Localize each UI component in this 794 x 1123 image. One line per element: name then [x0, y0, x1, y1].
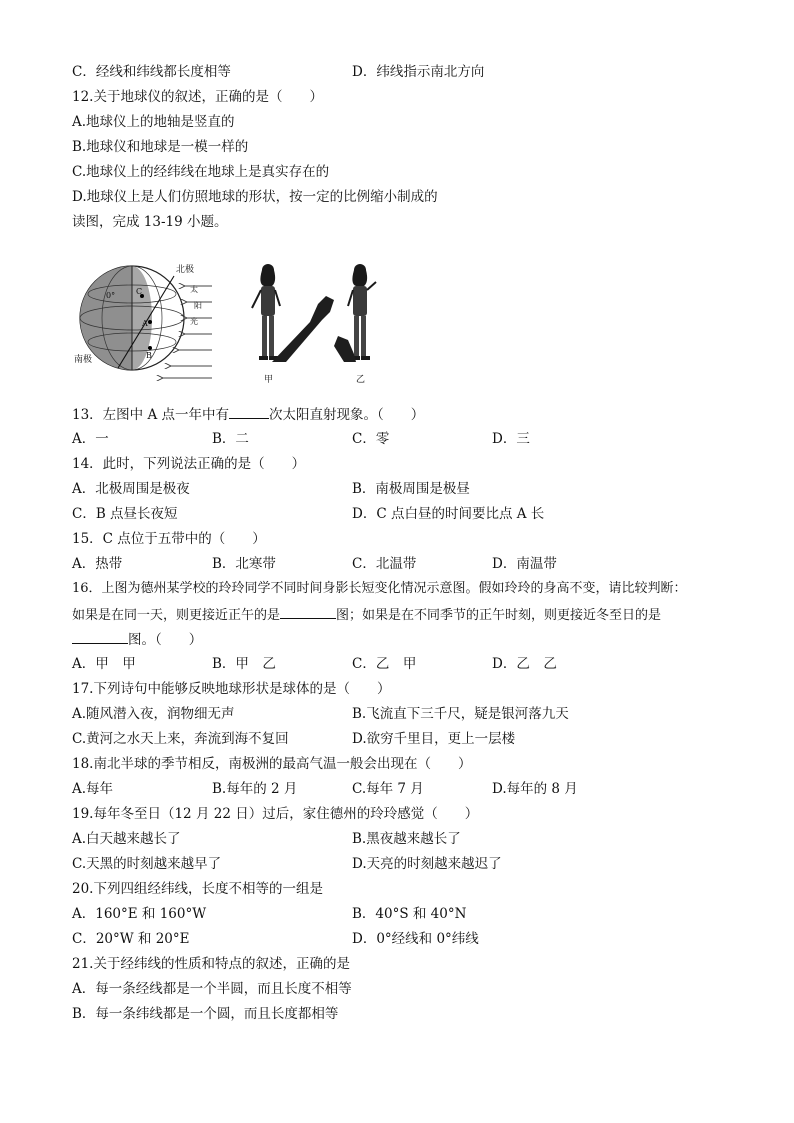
q19-option-d: D.天亮的时刻越来越迟了 [352, 856, 502, 872]
q13-stem [72, 404, 424, 425]
q12-option-d: D.地球仪上是人们仿照地球的形状，按一定的比例缩小制成的 [72, 189, 438, 205]
q18-option-c: C.每年 7 月 [352, 781, 424, 797]
q15-option-c: C．北温带 [352, 556, 417, 572]
q21-option-b: B．每一条纬线都是一个圆，而且长度都相等 [72, 1006, 339, 1022]
q16-option-b: B．甲 乙 [212, 656, 276, 672]
q16-option-d: D．乙 乙 [492, 656, 557, 672]
q16-line-2-pre: 如果是在同一天，则更接近正午的是 [72, 608, 281, 623]
q16-blank-1 [280, 604, 336, 619]
q14-option-b: B．南极周围是极昼 [352, 481, 470, 497]
q14-option-c: C．B 点昼长夜短 [72, 506, 178, 522]
q16-line-2 [72, 604, 661, 626]
reading-intro: 读图，完成 13-19 小题。 [72, 214, 228, 230]
label-yi: 乙 [356, 375, 366, 385]
q20-stem: 20.下列四组经纬线，长度不相等的一组是 [72, 881, 323, 897]
label-point-c: C [136, 287, 143, 296]
q12-option-c: C.地球仪上的经纬线在地球上是真实存在的 [72, 164, 330, 180]
q14-option-a: A．北极周围是极夜 [72, 481, 190, 497]
q16-option-c: C．乙 甲 [352, 656, 417, 672]
q20-option-a: A．160°E 和 160°W [72, 906, 207, 922]
q16-blank-2 [72, 629, 128, 644]
q20-option-d: D．0°经线和 0°纬线 [352, 931, 479, 947]
q14-option-d: D．C 点白昼的时间要比点 A 长 [352, 506, 545, 522]
q21-option-a: A．每一条经线都是一个半圆，而且长度不相等 [72, 981, 352, 997]
person-yi [348, 264, 376, 360]
q13-option-b: B．二 [212, 431, 249, 447]
q16-line-3 [72, 629, 202, 650]
point-a-dot [148, 320, 152, 324]
shadow-jia [272, 296, 334, 362]
q12-option-b: B.地球仪和地球是一模一样的 [72, 139, 249, 155]
globe-diagram [80, 266, 184, 370]
q12-stem: 12.关于地球仪的叙述，正确的是（ ） [72, 89, 323, 105]
q11-option-c: C．经线和纬线都长度相等 [72, 64, 231, 80]
q17-option-b: B.飞流直下三千尺，疑是银河落九天 [352, 706, 569, 722]
globe-and-shadow-figure [72, 258, 402, 390]
q16-line-1: 16．上图为德州某学校的玲玲同学不同时间身影长短变化情况示意图。假如玲玲的身高不变，请比较判断： [72, 581, 687, 596]
q16-option-a: A．甲 甲 [72, 656, 136, 672]
q19-stem: 19.每年冬至日（12 月 22 日）过后，家住德州的玲玲感觉（ ） [72, 806, 479, 822]
q13-stem-post: 次太阳直射现象。（ ） [269, 407, 425, 423]
q16-line-2-mid: 图；如果是在不同季节的正午时刻，则更接近冬至日的是 [336, 608, 662, 623]
q18-option-a: A.每年 [72, 781, 114, 797]
q13-blank [229, 404, 269, 419]
label-south-pole: 南极 [74, 355, 93, 365]
q20-option-b: B．40°S 和 40°N [352, 906, 467, 922]
q18-stem: 18.南北半球的季节相反，南极洲的最高气温一般会出现在（ ） [72, 756, 472, 772]
q19-option-a: A.白天越来越长了 [72, 831, 181, 847]
q13-option-d: D．三 [492, 431, 530, 447]
label-sun-3: 光 [190, 317, 198, 326]
q13-option-a: A．一 [72, 431, 109, 447]
q16-line-3-post: 图。（ ） [128, 632, 203, 648]
point-b-dot [148, 346, 152, 350]
q17-option-d: D.欲穷千里目，更上一层楼 [352, 731, 516, 747]
q12-option-a: A.地球仪上的地轴是竖直的 [72, 114, 235, 130]
label-zero-degree: 0° [106, 291, 116, 300]
q18-option-b: B.每年的 2 月 [212, 781, 298, 797]
q18-option-d: D.每年的 8 月 [492, 781, 578, 797]
label-point-b: B [146, 351, 152, 360]
label-sun-1: 太 [190, 285, 198, 294]
label-north-pole: 北极 [176, 265, 195, 275]
q21-stem: 21.关于经纬线的性质和特点的叙述，正确的是 [72, 956, 350, 972]
q17-option-a: A.随风潜入夜，润物细无声 [72, 706, 235, 722]
q13-option-c: C．零 [352, 431, 390, 447]
q15-option-a: A．热带 [72, 556, 123, 572]
shadow-yi [334, 336, 356, 362]
q15-option-b: B．北寒带 [212, 556, 276, 572]
q17-option-c: C.黄河之水天上来，奔流到海不复回 [72, 731, 289, 747]
q15-stem: 15．C 点位于五带中的（ ） [72, 531, 266, 547]
label-jia: 甲 [264, 375, 274, 385]
label-point-a: A [142, 319, 148, 328]
q14-stem: 14．此时，下列说法正确的是（ ） [72, 456, 306, 472]
label-sun-2: 阳 [194, 301, 202, 310]
q19-option-c: C.天黑的时刻越来越早了 [72, 856, 222, 872]
person-jia [252, 264, 280, 360]
q19-option-b: B.黑夜越来越长了 [352, 831, 461, 847]
q11-option-d: D．纬线指示南北方向 [352, 64, 485, 80]
q17-stem: 17.下列诗句中能够反映地球形状是球体的是（ ） [72, 681, 391, 697]
q15-option-d: D．南温带 [492, 556, 557, 572]
q13-stem-pre: 13．左图中 A 点一年中有 [72, 407, 230, 423]
q20-option-c: C．20°W 和 20°E [72, 931, 190, 947]
